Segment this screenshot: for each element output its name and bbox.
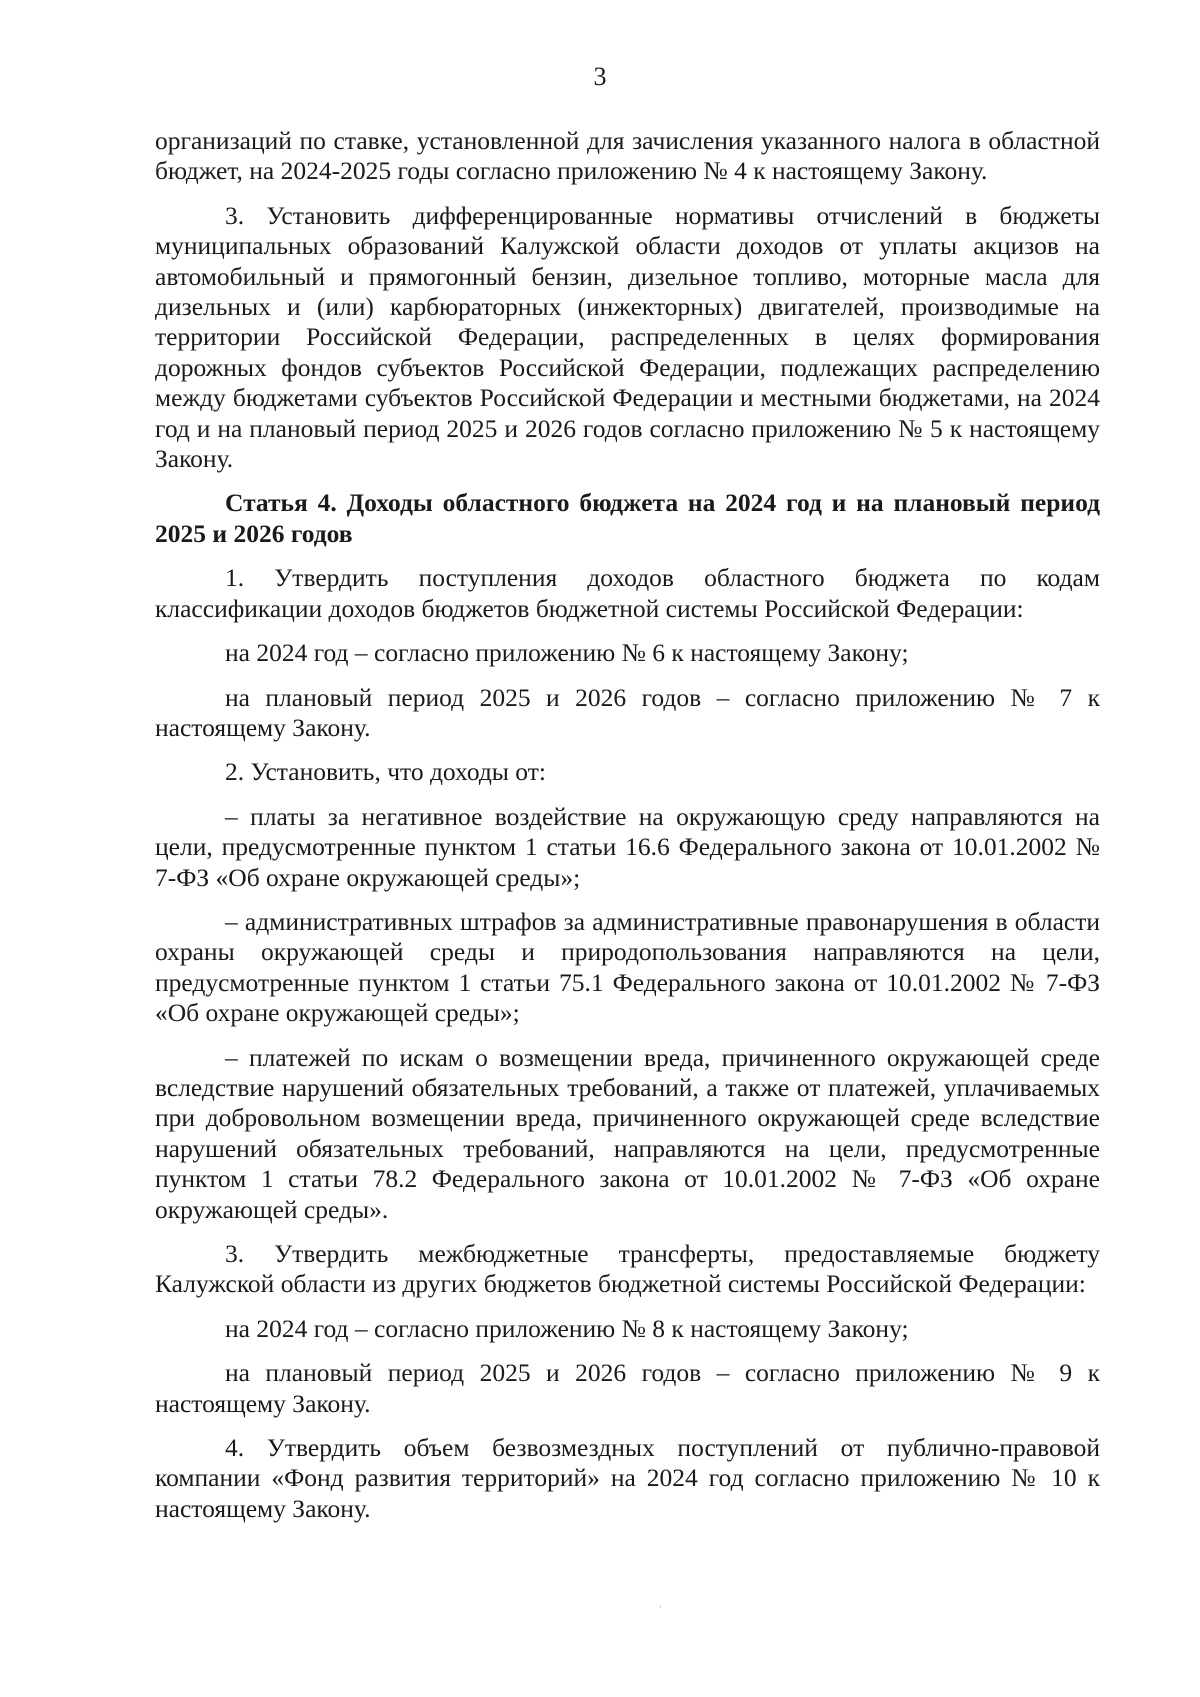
paragraph-planned-period-appendix-9: на плановый период 2025 и 2026 годов – согласно приложению № 9 к настоящему Закону. bbox=[155, 1358, 1100, 1418]
paragraph-2024-appendix-8: на 2024 год – согласно приложению № 8 к настоящему Закону; bbox=[225, 1313, 909, 1343]
page-number: 3 bbox=[593, 62, 607, 91]
paragraph-item-4-territory-fund: 4. Утвердить объем безвозмездных поступлений от публично-правовой компании «Фонд развития территорий» на 2024 год согласно приложению № 10 к настоящему Закону. bbox=[155, 1433, 1100, 1523]
paragraph-continuation: организаций по ставке, установленной для зачисления указанного налога в областной бюджет, на 2024-2025 годы согласно приложению № 4 к настоящему Закону. bbox=[155, 126, 1100, 186]
paragraph-item-1-revenue-receipts: 1. Утвердить поступления доходов областного бюджета по кодам классификации доходов бюджетов бюджетной системы Российской Федерации: bbox=[155, 563, 1100, 623]
scan-speck bbox=[660, 1605, 661, 1608]
paragraph-item-3-transfers: 3. Утвердить межбюджетные трансферты, предоставляемые бюджету Калужской области из других бюджетов бюджетной системы Российской Федерации: bbox=[155, 1239, 1100, 1299]
article-4-heading: Статья 4. Доходы областного бюджета на 2024 год и на плановый период 2025 и 2026 годов bbox=[155, 488, 1100, 548]
paragraph-damage-compensation: – платежей по искам о возмещении вреда, причиненного окружающей среде вследствие нарушений обязательных требований, а также от платежей, уплачиваемых при добровольном возмещении вреда, причиненного окружающей среде вследствие нарушений обязательных требований, направляются на цели, предусмотренные пунктом 1 статьи 78.2 Федерального закона от 10.01.2002 № 7-ФЗ «Об охране окружающей среды». bbox=[155, 1042, 1100, 1224]
paragraph-item-3-excise-norms: 3. Установить дифференцированные нормативы отчислений в бюджеты муниципальных образований Калужской области доходов от уплаты акцизов на автомобильный и прямогонный бензин, дизельное топливо, моторные масла для дизельных и (или) карбюраторных (инжекторных) двигателей, производимые на территории Российской Федерации, распределенных в целях формирования дорожных фондов субъектов Российской Федерации, подлежащих распределению между бюджетами субъектов Российской Федерации и местными бюджетами, на 2024 год и на плановый период 2025 и 2026 годов согласно приложению № 5 к настоящему Закону. bbox=[155, 200, 1100, 474]
paragraph-2024-appendix-6: на 2024 год – согласно приложению № 6 к настоящему Закону; bbox=[225, 638, 909, 668]
document-body bbox=[155, 126, 1100, 1538]
paragraph-item-2-intro: 2. Установить, что доходы от: bbox=[225, 757, 546, 787]
paragraph-administrative-fines: – административных штрафов за административные правонарушения в области охраны окружающей среды и природопользования направляются на цели, предусмотренные пунктом 1 статьи 75.1 Федерального закона от 10.01.2002 № 7-ФЗ «Об охране окружающей среды»; bbox=[155, 906, 1100, 1028]
paragraph-planned-period-appendix-7: на плановый период 2025 и 2026 годов – согласно приложению № 7 к настоящему Закону. bbox=[155, 682, 1100, 742]
paragraph-negative-impact-fee: – платы за негативное воздействие на окружающую среду направляются на цели, предусмотренные пунктом 1 статьи 16.6 Федерального закона от 10.01.2002 № 7-ФЗ «Об охране окружающей среды»; bbox=[155, 801, 1100, 892]
